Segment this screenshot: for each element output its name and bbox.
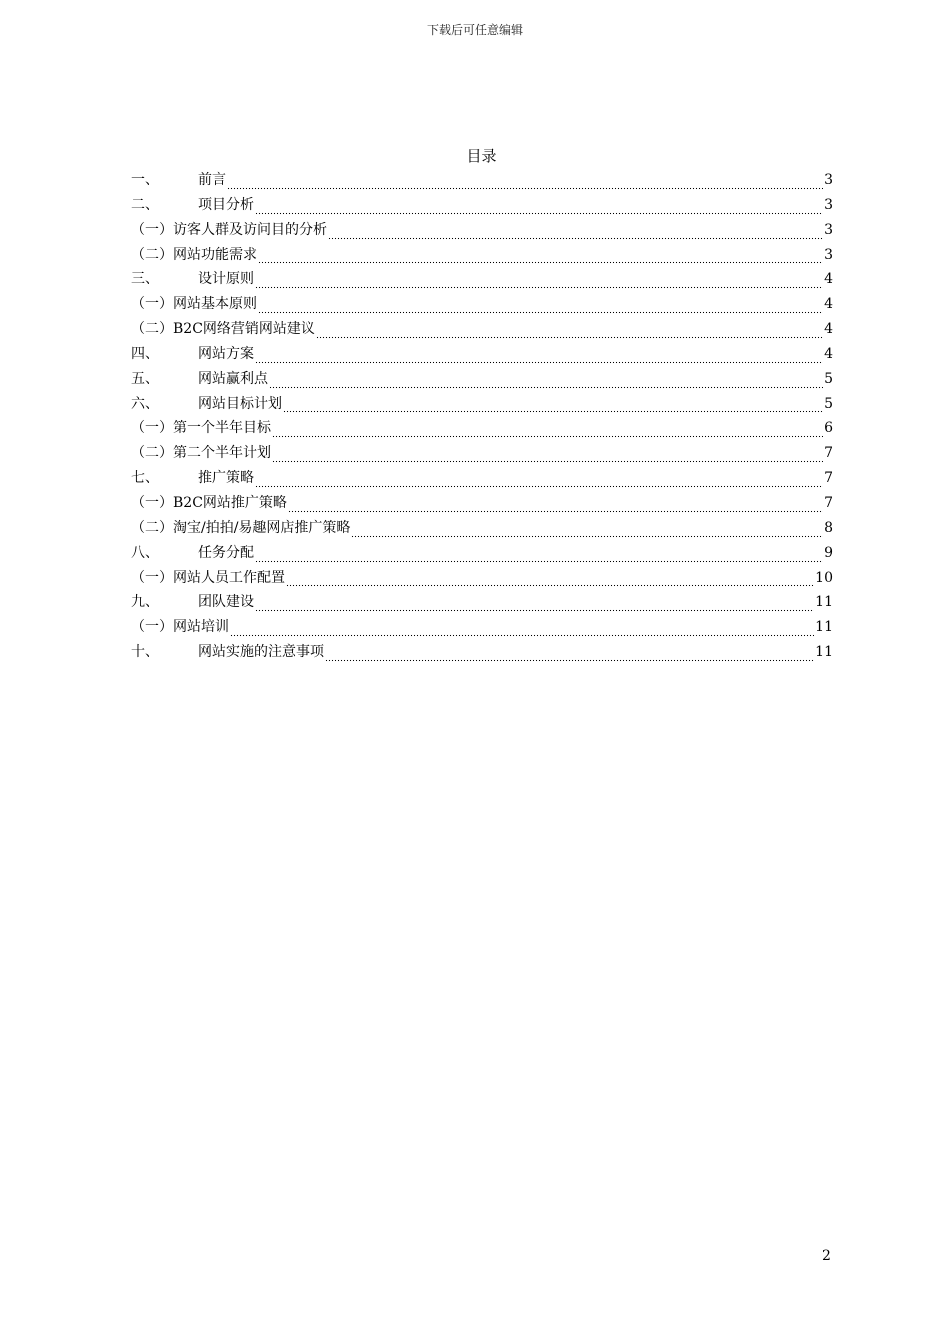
toc-entry-number: （一） — [131, 619, 173, 636]
toc-entry-page: 3 — [824, 196, 833, 213]
toc-entry[interactable] — [131, 493, 833, 518]
toc-entry-page: 5 — [824, 395, 833, 412]
toc-entry-number: （一） — [131, 296, 173, 313]
toc-dot-leader — [272, 426, 823, 438]
toc-entry[interactable] — [131, 269, 833, 294]
toc-entry-number: 七、 — [131, 470, 159, 487]
toc-entry-page: 7 — [824, 445, 833, 462]
toc-entry-title: 网站人员工作配置 — [173, 569, 285, 586]
toc-entry[interactable] — [131, 518, 833, 543]
toc-entry-page: 6 — [824, 420, 833, 437]
toc-entry-page: 3 — [824, 221, 833, 238]
toc-entry-number: （二） — [131, 321, 173, 338]
toc-entry-number: （二） — [131, 445, 173, 462]
toc-dot-leader — [269, 377, 823, 389]
toc-entry-page: 9 — [824, 544, 833, 561]
toc-entry-title: 访客人群及访问目的分析 — [173, 221, 327, 238]
toc-entry-title: 项目分析 — [198, 196, 254, 213]
toc-entry-number: 十、 — [131, 644, 159, 661]
toc-entry[interactable] — [131, 418, 833, 443]
toc-entry-page: 4 — [824, 345, 833, 362]
toc-entry[interactable] — [131, 617, 833, 642]
toc-entry-page: 7 — [824, 494, 833, 511]
toc-entry[interactable] — [131, 294, 833, 319]
toc-entry-title: B2C网络营销网站建议 — [173, 321, 315, 338]
toc-entry[interactable] — [131, 443, 833, 468]
toc-dot-leader — [325, 650, 814, 662]
toc-entry[interactable] — [131, 245, 833, 270]
toc-entry-title: 网站功能需求 — [173, 246, 257, 263]
toc-entry-page: 11 — [815, 644, 833, 661]
toc-entry-number: （二） — [131, 519, 173, 536]
toc-entry-number: 一、 — [131, 172, 159, 188]
toc-entry-page: 7 — [824, 470, 833, 487]
toc-dot-leader — [328, 228, 823, 240]
toc-entry-title: 团队建设 — [198, 594, 254, 611]
toc-entry-page: 4 — [824, 321, 833, 338]
toc-entry-page: 3 — [824, 172, 833, 188]
toc-entry-number: （二） — [131, 246, 173, 263]
toc-entry-page: 4 — [824, 271, 833, 288]
toc-entry[interactable] — [131, 170, 833, 195]
toc-entry-number: 二、 — [131, 196, 159, 213]
toc-entry-title: 网站实施的注意事项 — [198, 644, 324, 661]
toc-entry-number: 九、 — [131, 594, 159, 611]
toc-entry-title: 网站方案 — [198, 345, 254, 362]
toc-entry-number: 五、 — [131, 370, 159, 387]
toc-dot-leader — [283, 401, 823, 413]
toc-entry-page: 10 — [815, 569, 833, 586]
toc-entry-title: 网站目标计划 — [198, 395, 282, 412]
toc-entry[interactable] — [131, 592, 833, 617]
toc-dot-leader — [255, 600, 814, 612]
toc-entry[interactable] — [131, 319, 833, 344]
toc-entry-page: 4 — [824, 296, 833, 313]
toc-dot-leader — [230, 625, 814, 637]
toc-entry[interactable] — [131, 642, 833, 667]
toc-entry-title: 第二个半年计划 — [173, 445, 271, 462]
toc-dot-leader — [255, 277, 823, 289]
toc-title: 目录 — [466, 147, 497, 165]
toc-entry-number: （一） — [131, 569, 173, 586]
toc-entry-title: 网站赢利点 — [198, 370, 268, 387]
toc-entry-title: B2C网站推广策略 — [173, 494, 287, 511]
toc-entry[interactable] — [131, 220, 833, 245]
toc-dot-leader — [255, 203, 823, 215]
toc-dot-leader — [351, 526, 823, 538]
toc-dot-leader — [255, 476, 823, 488]
toc-entry-title: 网站基本原则 — [173, 296, 257, 313]
toc-entry[interactable] — [131, 195, 833, 220]
toc-entry[interactable] — [131, 568, 833, 593]
toc-entry-number: （一） — [131, 420, 173, 437]
toc-dot-leader — [316, 327, 823, 339]
toc-entry-title: 第一个半年目标 — [173, 420, 271, 437]
toc-entry-title: 淘宝/拍拍/易趣网店推广策略 — [173, 519, 351, 536]
toc-entry-title: 前言 — [198, 172, 226, 188]
toc-dot-leader — [272, 451, 823, 463]
toc-entry-page: 11 — [815, 619, 833, 636]
toc-dot-leader — [255, 551, 823, 563]
toc-entry-title: 任务分配 — [198, 544, 254, 561]
toc-dot-leader — [286, 575, 814, 587]
toc-entry-title: 网站培训 — [173, 619, 229, 636]
toc-entry-number: （一） — [131, 494, 173, 511]
toc-dot-leader — [258, 252, 823, 264]
toc-entry[interactable] — [131, 369, 833, 394]
toc-dot-leader — [227, 178, 823, 190]
page-header: 下载后可任意编辑 — [426, 23, 523, 37]
toc-dot-leader — [258, 302, 823, 314]
toc-entry-page: 3 — [824, 246, 833, 263]
toc-dot-leader — [288, 501, 823, 513]
toc-entry-title: 设计原则 — [198, 271, 254, 288]
toc-entry[interactable] — [131, 394, 833, 419]
toc-entry[interactable] — [131, 344, 833, 369]
toc-entry[interactable] — [131, 543, 833, 568]
toc-entry-title: 推广策略 — [198, 470, 254, 487]
page-number: 2 — [822, 1248, 831, 1264]
table-of-contents — [131, 170, 833, 667]
toc-entry-number: 六、 — [131, 395, 159, 412]
toc-entry-page: 8 — [824, 519, 833, 536]
toc-entry-number: 四、 — [131, 345, 159, 362]
toc-entry-page: 11 — [815, 594, 833, 611]
toc-dot-leader — [255, 352, 823, 364]
toc-entry-page: 5 — [824, 370, 833, 387]
toc-entry-number: 三、 — [131, 271, 159, 288]
toc-entry[interactable] — [131, 468, 833, 493]
toc-entry-number: （一） — [131, 221, 173, 238]
toc-entry-number: 八、 — [131, 544, 159, 561]
